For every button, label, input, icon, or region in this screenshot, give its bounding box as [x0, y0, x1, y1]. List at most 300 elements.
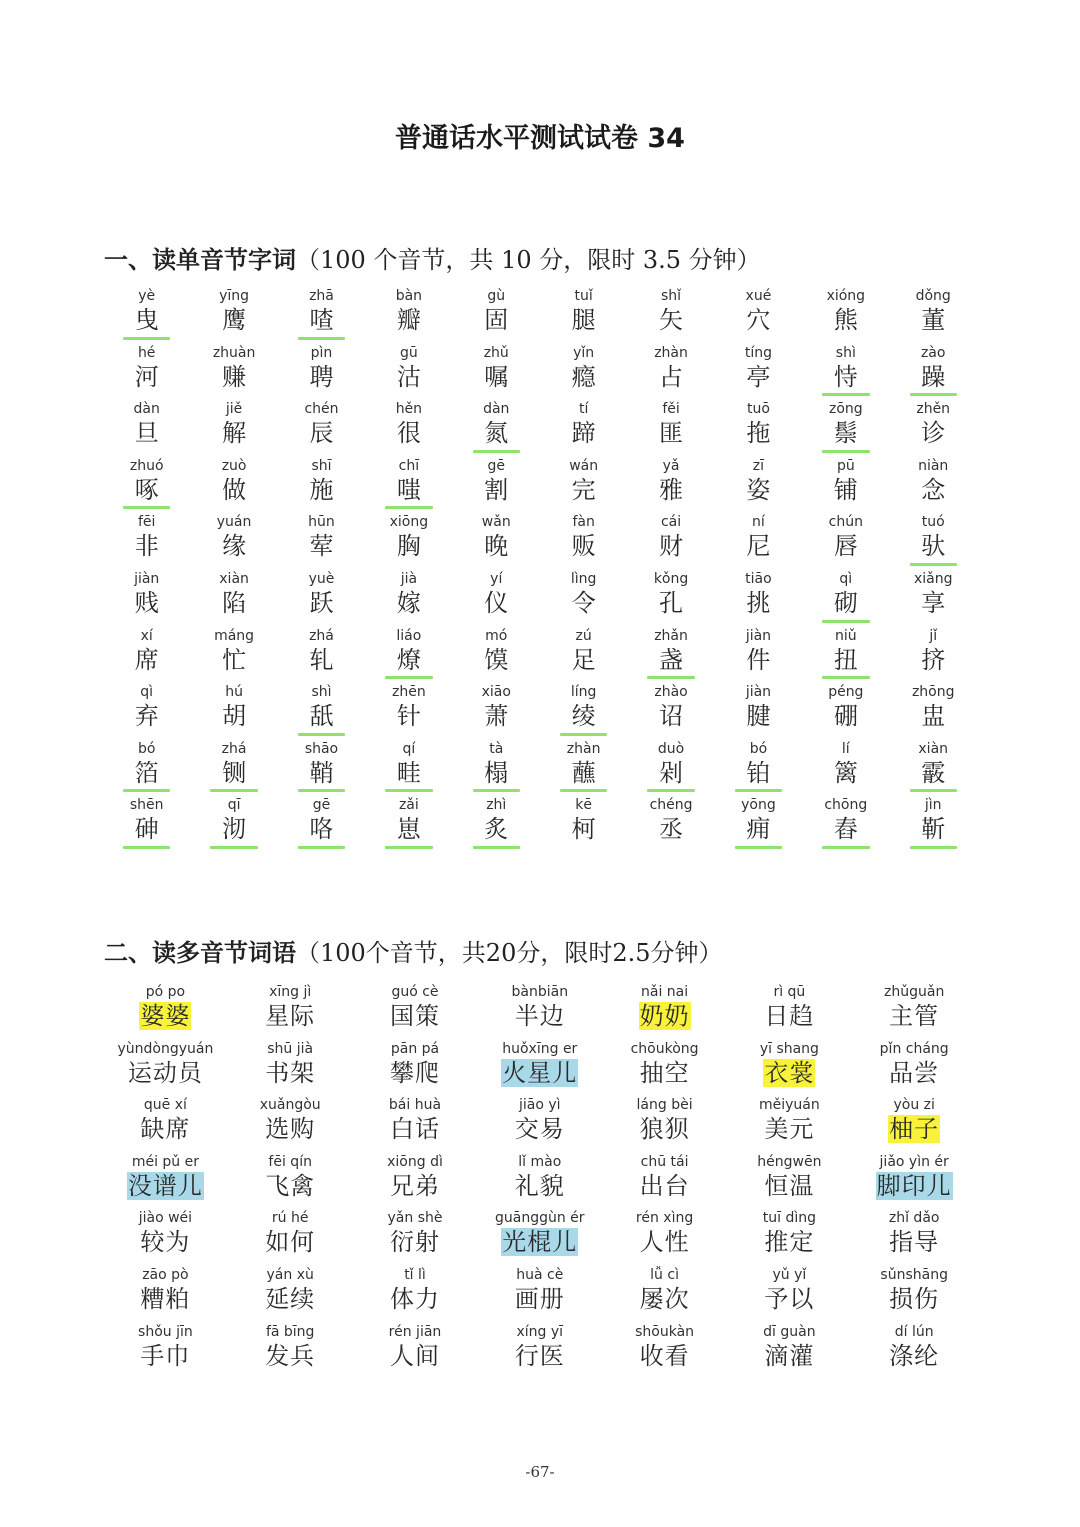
char-cell	[190, 457, 277, 514]
char-cell	[103, 400, 190, 457]
char-pinyin: niàn	[918, 457, 949, 474]
char-hanzi: 陷	[222, 588, 247, 617]
char-cell	[890, 287, 977, 344]
char-hanzi: 蘸	[540, 759, 627, 787]
word-row	[103, 1266, 977, 1323]
char-hanzi: 挑	[746, 588, 771, 617]
word-pinyin: yán xù	[266, 1266, 314, 1283]
char-pinyin: niǔ	[835, 627, 857, 644]
word-pinyin: rì qū	[773, 984, 806, 1000]
word-pinyin: bànbiān	[511, 984, 569, 1000]
word-pinyin: sǔnshāng	[880, 1266, 948, 1283]
char-hanzi: 亭	[746, 362, 771, 391]
char-row	[103, 627, 977, 684]
char-cell	[365, 344, 452, 401]
char-cell	[278, 513, 365, 570]
char-hanzi: 唇	[833, 532, 858, 561]
word-hanzi: 出台	[639, 1171, 690, 1200]
char-pinyin: pìn	[310, 344, 333, 361]
char-hanzi: 针	[396, 702, 421, 731]
word-pinyin: zāo pò	[142, 1266, 189, 1283]
word-cell	[103, 1209, 228, 1266]
char-cell	[715, 400, 802, 457]
char-row	[103, 400, 977, 457]
char-pinyin: lìng	[570, 570, 597, 587]
char-hanzi: 贱	[134, 588, 159, 617]
char-cell	[802, 457, 889, 514]
word-pinyin: héngwēn	[757, 1153, 822, 1170]
word-hanzi: 国策	[389, 1002, 440, 1030]
char-hanzi: 矢	[659, 306, 684, 334]
word-pinyin: láng bèi	[636, 1097, 693, 1114]
char-pinyin: shī	[311, 457, 332, 474]
char-cell	[540, 513, 627, 570]
char-hanzi: 蹄	[571, 419, 596, 448]
char-cell	[453, 570, 540, 627]
word-pinyin: fēi qín	[268, 1153, 312, 1170]
word-hanzi: 礼貌	[514, 1171, 565, 1200]
section1-heading-detail: （100 个音节，共 10 分，限时 3.5 分钟）	[296, 246, 761, 274]
char-cell	[540, 400, 627, 457]
char-pinyin: xí	[140, 627, 153, 644]
char-pinyin: wán	[569, 457, 599, 474]
char-cell	[715, 287, 802, 344]
single-syllable-grid	[103, 287, 977, 853]
word-hanzi: 脚印儿	[876, 1171, 952, 1200]
char-pinyin: zǎi	[398, 797, 419, 814]
word-cell	[602, 1096, 727, 1153]
char-hanzi: 舐	[278, 702, 365, 730]
char-hanzi: 尼	[746, 532, 771, 561]
char-hanzi: 鞘	[278, 759, 365, 787]
char-pinyin: hūn	[308, 514, 335, 531]
word-cell	[602, 1266, 727, 1323]
word-cell	[477, 983, 602, 1040]
char-cell	[802, 287, 889, 344]
word-pinyin: pǐn cháng	[879, 1040, 949, 1057]
char-cell	[365, 400, 452, 457]
word-row	[103, 1040, 977, 1097]
word-hanzi: 书架	[265, 1058, 316, 1087]
word-hanzi: 白话	[389, 1115, 440, 1144]
word-cell	[103, 983, 228, 1040]
char-hanzi: 孔	[659, 588, 684, 617]
word-cell	[353, 1266, 478, 1323]
char-hanzi: 盅	[921, 702, 946, 731]
char-pinyin: pū	[836, 457, 855, 474]
char-hanzi: 恃	[802, 363, 889, 391]
word-hanzi: 选购	[265, 1115, 316, 1144]
word-cell	[852, 1209, 977, 1266]
char-pinyin: shì	[311, 684, 332, 701]
word-pinyin: rú hé	[271, 1210, 309, 1227]
char-pinyin: qí	[402, 740, 416, 757]
word-hanzi: 糟粕	[140, 1284, 191, 1313]
char-hanzi: 足	[571, 645, 596, 674]
section2-heading-detail: （100个音节，共20分，限时2.5分钟）	[296, 939, 723, 967]
char-hanzi: 拖	[746, 419, 771, 448]
word-hanzi: 没谱儿	[127, 1171, 203, 1200]
char-hanzi: 铂	[715, 759, 802, 787]
word-hanzi: 衣裳	[764, 1058, 815, 1087]
char-hanzi: 姿	[746, 475, 771, 504]
word-cell	[353, 1040, 478, 1097]
char-cell	[890, 344, 977, 401]
char-cell	[453, 344, 540, 401]
word-pinyin: shǒu jīn	[138, 1323, 193, 1340]
word-pinyin: shū jià	[267, 1040, 314, 1057]
char-cell	[802, 683, 889, 740]
char-hanzi: 痈	[715, 815, 802, 843]
char-pinyin: yí	[490, 570, 503, 587]
char-hanzi: 舂	[802, 815, 889, 843]
word-hanzi: 狼狈	[639, 1115, 690, 1144]
char-pinyin: jǐ	[929, 627, 938, 644]
char-hanzi: 萧	[484, 702, 509, 731]
char-cell	[103, 513, 190, 570]
char-pinyin: yōng	[741, 797, 776, 814]
char-pinyin: xiǎng	[913, 570, 953, 587]
char-pinyin: chī	[398, 457, 420, 474]
char-hanzi: 畦	[365, 759, 452, 787]
word-cell	[353, 1153, 478, 1210]
char-hanzi: 鬃	[802, 419, 889, 447]
char-cell	[453, 796, 540, 853]
char-cell	[802, 513, 889, 570]
char-cell	[278, 570, 365, 627]
char-pinyin: xiōng	[389, 514, 429, 531]
char-pinyin: bàn	[395, 288, 423, 304]
char-cell	[103, 683, 190, 740]
word-cell	[353, 1096, 478, 1153]
char-hanzi: 瘾	[571, 362, 596, 391]
char-hanzi: 腿	[571, 306, 596, 334]
char-pinyin: zhǔ	[483, 344, 509, 361]
char-pinyin: yuán	[216, 514, 252, 531]
char-hanzi: 匪	[659, 419, 684, 448]
char-cell	[627, 627, 714, 684]
char-cell	[540, 287, 627, 344]
char-hanzi: 嘱	[484, 362, 509, 391]
char-cell	[190, 344, 277, 401]
char-pinyin: gē	[312, 797, 331, 814]
word-pinyin: xīng jì	[269, 984, 312, 1000]
word-cell	[602, 1323, 727, 1380]
word-hanzi: 人间	[389, 1341, 440, 1370]
word-row	[103, 1153, 977, 1210]
char-cell	[103, 344, 190, 401]
char-pinyin: tiāo	[745, 570, 772, 587]
char-cell	[365, 513, 452, 570]
word-pinyin: quē xí	[143, 1097, 187, 1114]
char-hanzi: 旦	[134, 419, 159, 448]
char-cell	[540, 796, 627, 853]
char-hanzi: 箔	[103, 759, 190, 787]
char-pinyin: shāo	[304, 740, 339, 757]
char-hanzi: 念	[921, 475, 946, 504]
word-cell	[353, 983, 478, 1040]
char-hanzi: 榻	[453, 759, 540, 787]
char-hanzi: 穴	[746, 306, 771, 334]
word-cell	[602, 1153, 727, 1210]
char-hanzi: 躁	[890, 363, 977, 391]
char-cell	[103, 570, 190, 627]
char-pinyin: máng	[214, 627, 255, 644]
char-cell	[453, 400, 540, 457]
word-hanzi: 屡次	[639, 1284, 690, 1313]
char-pinyin: mó	[485, 627, 508, 644]
char-pinyin: zú	[575, 627, 592, 644]
word-hanzi: 指导	[889, 1228, 940, 1257]
char-cell	[627, 796, 714, 853]
word-hanzi: 衍射	[389, 1228, 440, 1257]
char-cell	[715, 570, 802, 627]
word-pinyin: xuǎngòu	[259, 1097, 321, 1114]
word-pinyin: dí lún	[894, 1323, 934, 1340]
char-cell	[190, 570, 277, 627]
char-pinyin: zōng	[828, 401, 863, 418]
char-cell	[453, 287, 540, 344]
word-hanzi: 兄弟	[389, 1171, 440, 1200]
word-row	[103, 983, 977, 1040]
char-row	[103, 683, 977, 740]
char-hanzi: 瓣	[396, 306, 421, 334]
char-hanzi: 轧	[309, 645, 334, 674]
char-hanzi: 很	[396, 419, 421, 448]
char-hanzi: 辰	[309, 419, 334, 448]
word-pinyin: jiāo yì	[519, 1097, 561, 1114]
char-pinyin: hěn	[395, 401, 423, 418]
word-hanzi: 飞禽	[265, 1171, 316, 1200]
word-pinyin: méi pǔ er	[131, 1153, 199, 1170]
char-cell	[627, 513, 714, 570]
char-hanzi: 缘	[222, 532, 247, 561]
char-cell	[540, 627, 627, 684]
char-hanzi: 割	[484, 475, 509, 504]
char-cell	[627, 457, 714, 514]
word-hanzi: 如何	[265, 1228, 316, 1257]
char-hanzi: 馍	[484, 645, 509, 674]
char-hanzi: 丞	[659, 815, 684, 844]
char-hanzi: 跃	[309, 588, 334, 617]
char-cell	[715, 627, 802, 684]
section2-heading-label: 二、读多音节词语	[104, 939, 296, 967]
char-cell	[190, 683, 277, 740]
char-cell	[802, 740, 889, 797]
word-cell	[103, 1153, 228, 1210]
word-hanzi: 攀爬	[389, 1058, 440, 1087]
char-pinyin: zhuàn	[212, 344, 256, 361]
char-hanzi: 霰	[890, 759, 977, 787]
char-cell	[190, 796, 277, 853]
word-cell	[477, 1153, 602, 1210]
char-pinyin: yǐn	[573, 344, 595, 361]
char-cell	[365, 683, 452, 740]
word-cell	[852, 983, 977, 1040]
word-cell	[103, 1040, 228, 1097]
char-pinyin: zhàn	[566, 740, 601, 757]
char-hanzi: 诊	[921, 419, 946, 448]
word-cell	[602, 1209, 727, 1266]
char-hanzi: 仪	[484, 588, 509, 617]
word-cell	[727, 983, 852, 1040]
char-cell	[540, 344, 627, 401]
word-pinyin: nǎi nai	[641, 984, 689, 1000]
char-hanzi: 忙	[222, 645, 247, 674]
char-pinyin: xióng	[826, 288, 866, 304]
char-hanzi: 嗤	[365, 476, 452, 504]
word-hanzi: 美元	[764, 1115, 815, 1144]
char-pinyin: xiāo	[481, 684, 511, 701]
word-pinyin: huà cè	[516, 1266, 564, 1283]
char-hanzi: 熊	[833, 306, 858, 334]
char-cell	[278, 400, 365, 457]
char-hanzi: 砌	[802, 589, 889, 617]
word-pinyin: jiào wéi	[138, 1210, 193, 1227]
word-hanzi: 星际	[265, 1002, 316, 1030]
char-hanzi: 硼	[833, 702, 858, 731]
char-cell	[278, 344, 365, 401]
char-cell	[453, 627, 540, 684]
word-hanzi: 主管	[889, 1002, 940, 1030]
word-cell	[727, 1153, 852, 1210]
char-pinyin: gù	[487, 288, 506, 304]
char-pinyin: bó	[137, 740, 156, 757]
char-hanzi: 鹰	[222, 306, 247, 334]
word-hanzi: 体力	[389, 1284, 440, 1313]
char-pinyin: qī	[227, 797, 241, 814]
word-cell	[103, 1266, 228, 1323]
char-cell	[627, 400, 714, 457]
char-hanzi: 胸	[396, 532, 421, 561]
word-cell	[477, 1096, 602, 1153]
char-pinyin: jiàn	[745, 627, 772, 644]
char-pinyin: xué	[745, 288, 772, 304]
word-pinyin: yī shang	[759, 1040, 819, 1057]
multi-syllable-grid	[103, 983, 977, 1379]
char-row	[103, 287, 977, 344]
char-pinyin: fàn	[572, 514, 595, 531]
char-cell	[278, 683, 365, 740]
char-pinyin: yǎ	[662, 457, 680, 474]
char-pinyin: tà	[489, 740, 504, 757]
word-hanzi: 恒温	[764, 1171, 815, 1200]
char-hanzi: 令	[571, 588, 596, 617]
char-hanzi: 喳	[278, 306, 365, 334]
word-cell	[727, 1323, 852, 1380]
char-pinyin: zhuó	[129, 457, 164, 474]
word-hanzi: 较为	[140, 1228, 191, 1257]
word-hanzi: 运动员	[127, 1058, 203, 1087]
char-pinyin: zhá	[309, 627, 334, 644]
char-hanzi: 非	[134, 532, 159, 561]
word-hanzi: 损伤	[889, 1284, 940, 1313]
char-pinyin: zào	[920, 344, 946, 361]
word-cell	[727, 1266, 852, 1323]
char-cell	[627, 683, 714, 740]
word-hanzi: 柚子	[889, 1115, 940, 1144]
char-hanzi: 炙	[453, 815, 540, 843]
char-hanzi: 靳	[890, 815, 977, 843]
char-cell	[890, 570, 977, 627]
char-hanzi: 诏	[659, 702, 684, 731]
char-hanzi: 驮	[890, 532, 977, 560]
char-hanzi: 雅	[659, 475, 684, 504]
char-cell	[453, 457, 540, 514]
char-pinyin: zhǎn	[654, 627, 688, 644]
word-pinyin: lǚ cì	[650, 1266, 679, 1283]
word-cell	[727, 1209, 852, 1266]
char-pinyin: zuò	[221, 457, 247, 474]
char-pinyin: jiàn	[745, 684, 772, 701]
char-cell	[365, 627, 452, 684]
char-hanzi: 解	[222, 419, 247, 448]
char-cell	[540, 740, 627, 797]
char-cell	[802, 400, 889, 457]
char-pinyin: tí	[578, 401, 589, 418]
word-pinyin: měiyuán	[759, 1097, 820, 1114]
word-cell	[228, 1096, 353, 1153]
word-pinyin: rén xìng	[635, 1210, 694, 1227]
char-cell	[890, 513, 977, 570]
char-pinyin: jìn	[924, 797, 942, 814]
word-pinyin: fā bīng	[265, 1323, 315, 1340]
word-hanzi: 婆婆	[140, 1002, 191, 1030]
page-number: -67-	[525, 1463, 555, 1481]
word-cell	[477, 1323, 602, 1380]
char-pinyin: zhì	[486, 797, 507, 814]
char-cell	[627, 287, 714, 344]
char-pinyin: yè	[138, 288, 156, 304]
char-hanzi: 氮	[453, 419, 540, 447]
char-pinyin: zhā	[309, 288, 334, 304]
word-pinyin: tǐ lì	[404, 1266, 426, 1283]
char-cell	[103, 287, 190, 344]
word-hanzi: 品尝	[889, 1058, 940, 1087]
char-cell	[453, 740, 540, 797]
word-cell	[727, 1040, 852, 1097]
char-cell	[890, 457, 977, 514]
word-hanzi: 推定	[764, 1228, 815, 1257]
char-cell	[715, 796, 802, 853]
word-pinyin: chōukòng	[630, 1040, 699, 1057]
char-cell	[715, 513, 802, 570]
page-title: 普通话水平测试试卷 34	[395, 123, 685, 154]
char-cell	[802, 627, 889, 684]
word-hanzi: 予以	[764, 1284, 815, 1313]
char-pinyin: fěi	[662, 401, 680, 418]
char-pinyin: jiě	[225, 401, 243, 418]
char-row	[103, 740, 977, 797]
char-pinyin: xiàn	[219, 570, 249, 587]
word-pinyin: xíng yī	[516, 1323, 564, 1340]
char-pinyin: ní	[752, 514, 765, 531]
char-pinyin: duò	[657, 740, 685, 757]
char-pinyin: zhào	[654, 684, 688, 701]
word-pinyin: pó po	[145, 984, 186, 1000]
char-cell	[802, 344, 889, 401]
word-cell	[602, 983, 727, 1040]
char-cell	[802, 570, 889, 627]
word-cell	[103, 1096, 228, 1153]
char-cell	[627, 570, 714, 627]
char-hanzi: 占	[659, 362, 684, 391]
char-pinyin: tíng	[744, 344, 772, 361]
char-pinyin: cái	[660, 514, 682, 531]
char-pinyin: bó	[749, 740, 768, 757]
word-pinyin: yǎn shè	[387, 1210, 443, 1227]
word-hanzi: 日趋	[764, 1002, 815, 1030]
